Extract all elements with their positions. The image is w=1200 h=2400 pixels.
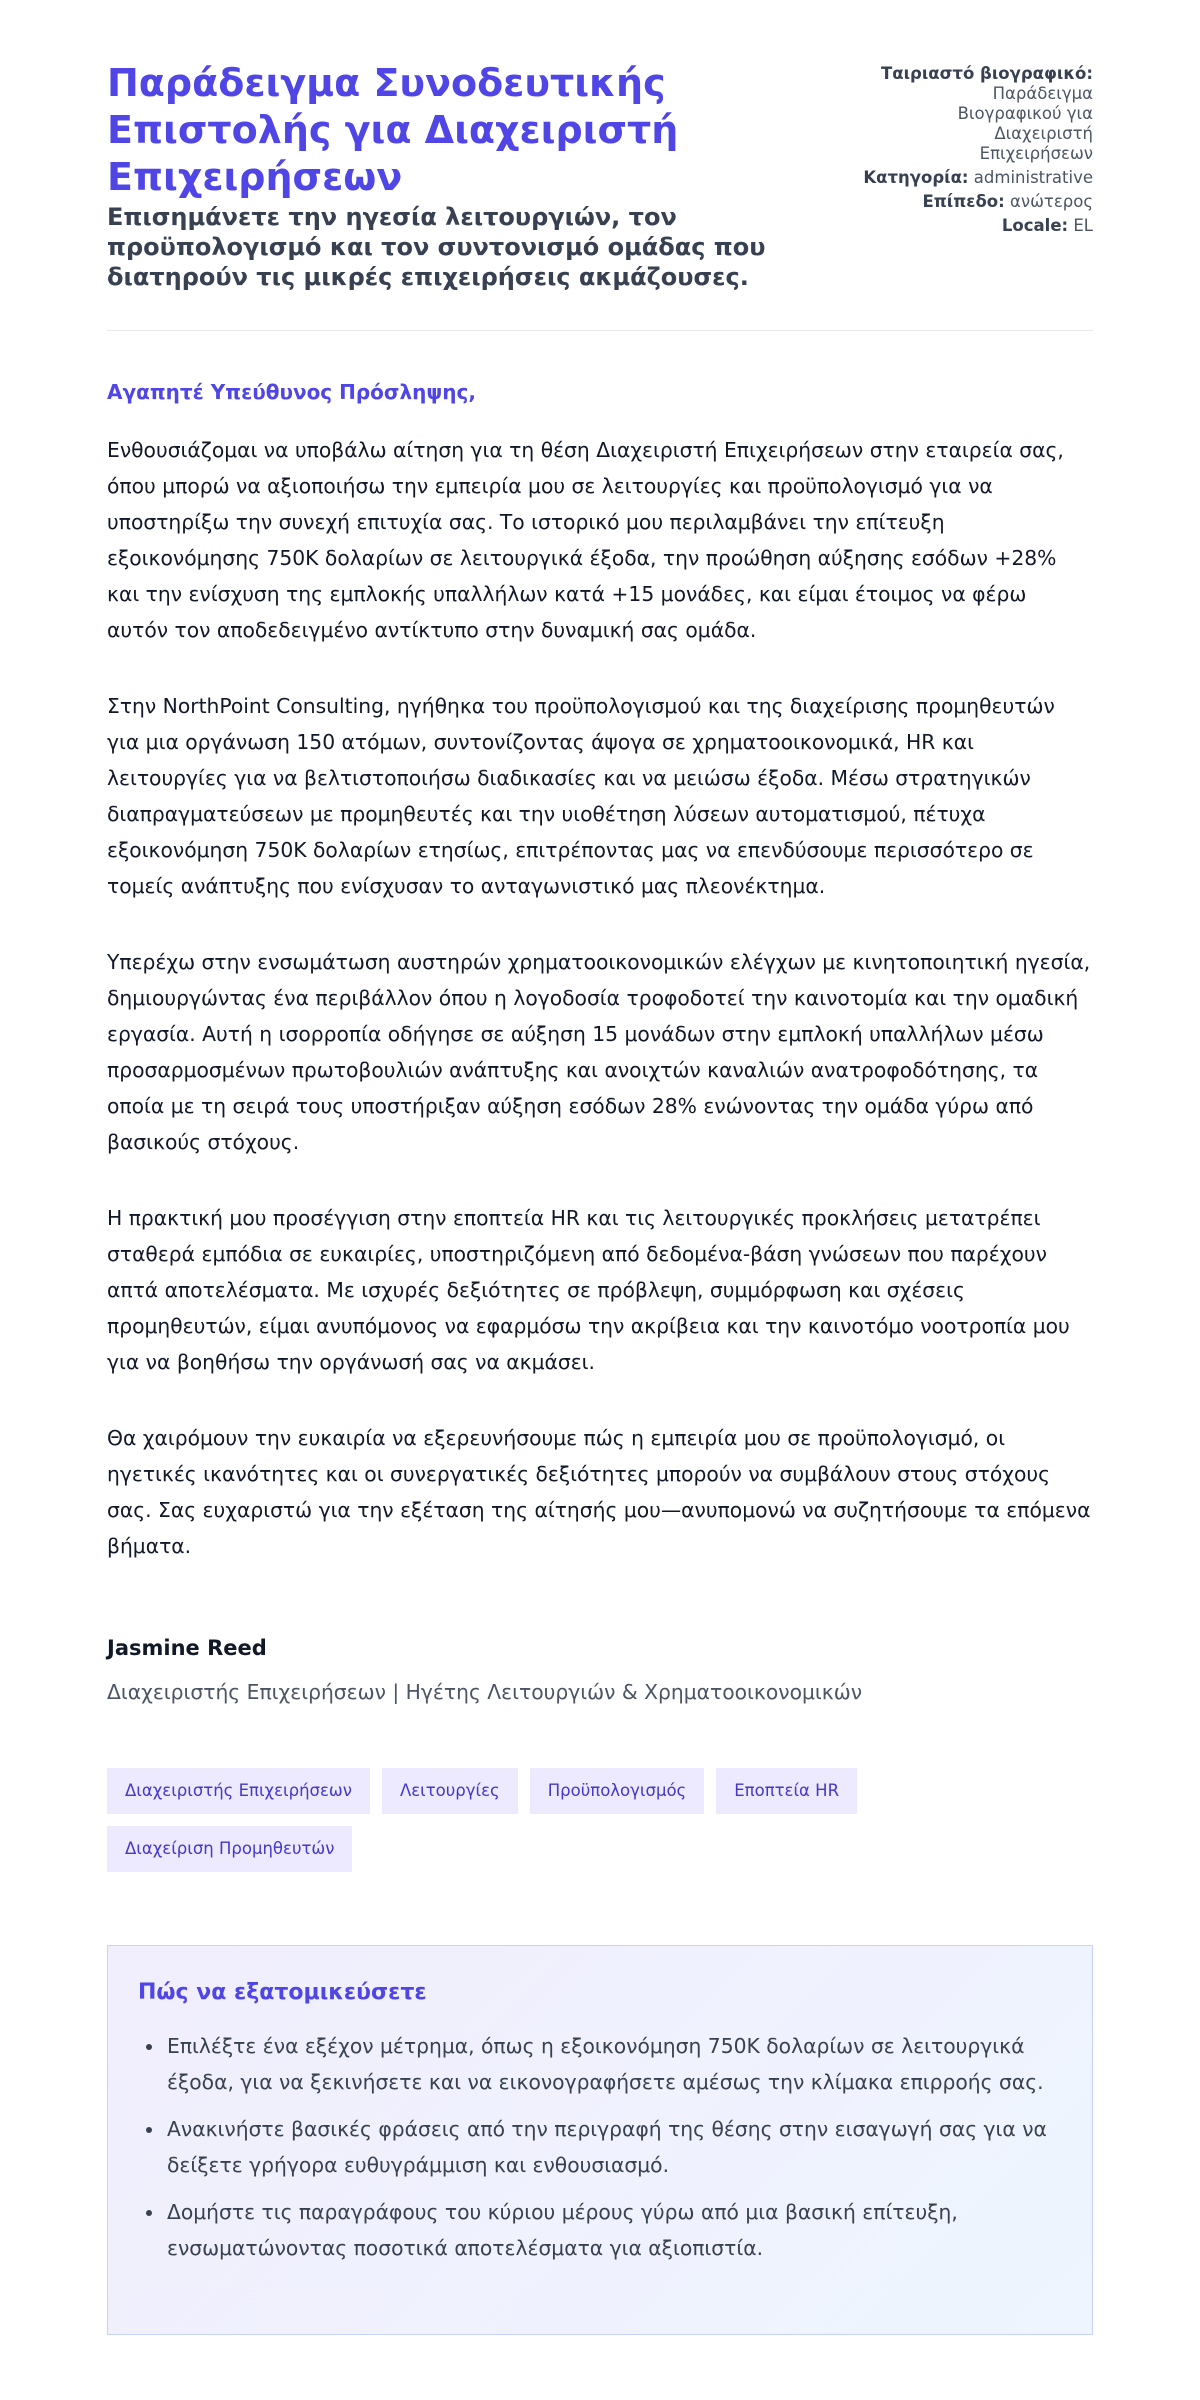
letter-body <box>107 432 1093 1604</box>
meta-level-label: Επίπεδο: <box>922 192 1005 211</box>
page-title: Παράδειγμα Συνοδευτικής Επιστολής για Διαχειριστή Επιχειρήσεων <box>107 61 679 199</box>
tip-item: • Επιλέξτε ένα εξέχον μέτρημα, όπως η εξοικονόμηση 750K δολαρίων σε λειτουργικά έξοδα, για να ξεκινήσετε και να εικονογραφήσετε αμέσως την κλίμακα επιρροής σας. <box>165 2028 1070 2100</box>
meta-category-value: administrative <box>973 168 1093 187</box>
tag-list <box>107 1768 867 1872</box>
meta-matching-resume <box>813 64 1093 164</box>
meta-locale <box>813 216 1093 236</box>
tag-vendor-management: Διαχείριση Προμηθευτών <box>107 1826 352 1872</box>
letter-paragraph: Η πρακτική μου προσέγγιση στην εποπτεία HR και τις λειτουργικές προκλήσεις μετατρέπει σταθερά εμπόδια σε ευκαιρίες, υποστηριζόμενη από δεδομένα-βάση γνώσεων που παρέχουν απτά αποτελέσματα. Με ισχυρές δεξιότητες σε πρόβλεψη, συμμόρφωση και σχέσεις προμηθευτών, είμαι ανυπόμονος να εφαρμόσω την ακρίβεια και την καινοτόμο νοοτροπία μου για να βοηθήσω την οργάνωσή σας να ακμάσει. <box>107 1206 1070 1374</box>
meta-panel <box>813 64 1093 240</box>
tag-business-manager: Διαχειριστής Επιχειρήσεων <box>107 1768 370 1814</box>
tag-budgeting: Προϋπολογισμός <box>530 1768 705 1814</box>
meta-resume-label: Ταιριαστό βιογραφικό: <box>880 64 1093 83</box>
letter-paragraph: Θα χαιρόμουν την ευκαιρία να εξερευνήσουμε πώς η εμπειρία μου σε προϋπολογισμό, οι ηγετικές ικανότητες και οι συνεργατικές δεξιότητες μπορούν να συμβάλουν στους στόχους σας. Σας ευχαριστώ για την εξέταση της αίτησής μου—ανυπομονώ να συζητήσουμε τα επόμενα βήματα. <box>107 1426 1091 1558</box>
tip-item: • Ανακινήστε βασικές φράσεις από την περιγραφή της θέσης στην εισαγωγή σας για να δείξετε γρήγορα ευθυγράμμιση και ενθουσιασμό. <box>165 2111 1070 2183</box>
meta-locale-value: EL <box>1073 216 1093 235</box>
tips-list <box>138 2028 1070 2277</box>
signature-name: Jasmine Reed <box>107 1636 267 1660</box>
tag-hr-oversight: Εποπτεία HR <box>716 1768 857 1814</box>
meta-locale-label: Locale: <box>1001 216 1069 235</box>
page-subtitle: Επισημάνετε την ηγεσία λειτουργιών, τον προϋπολογισμό και τον συντονισμό ομάδας που διατηρούν τις μικρές επιχειρήσεις ακμάζουσες. <box>107 203 766 291</box>
signature-title: Διαχειριστής Επιχειρήσεων | Ηγέτης Λειτουργιών & Χρηματοοικονομικών <box>107 1680 863 1704</box>
customization-tips-panel <box>107 1945 1093 2335</box>
tip-item: • Δομήστε τις παραγράφους του κύριου μέρους γύρω από μια βασική επίτευξη, ενσωματώνοντας ποσοτικά αποτελέσματα για αξιοπιστία. <box>165 2194 1070 2266</box>
meta-level-value: ανώτερος <box>1009 192 1093 211</box>
meta-category <box>813 168 1093 188</box>
meta-level <box>813 192 1093 212</box>
letter-paragraph: Υπερέχω στην ενσωμάτωση αυστηρών χρηματοοικονομικών ελέγχων με κινητοποιητική ηγεσία, δημιουργώντας ένα περιβάλλον όπου η λογοδοσία τροφοδοτεί την καινοτομία και την ομαδική εργασία. Αυτή η ισορροπία οδήγησε σε αύξηση 15 μονάδων στην εμπλοκή υπαλλήλων μέσω προσαρμοσμένων πρωτοβουλιών ανάπτυξης και ανοιχτών καναλιών ανατροφοδότησης, τα οποία με τη σειρά τους υποστήριξαν αύξηση εσόδων 28% ενώνοντας την ομάδα γύρω από βασικούς στόχους. <box>107 950 1091 1154</box>
tag-operations: Λειτουργίες <box>382 1768 518 1814</box>
page-header <box>107 60 1093 331</box>
meta-resume-value: Παράδειγμα Βιογραφικού για Διαχειριστή Επιχειρήσεων <box>957 84 1093 163</box>
letter-paragraph: Ενθουσιάζομαι να υποβάλω αίτηση για τη θέση Διαχειριστή Επιχειρήσεων στην εταιρεία σας, όπου μπορώ να αξιοποιήσω την εμπειρία μου σε λειτουργίες και προϋπολογισμό για να υποστηρίξω την συνεχή επιτυχία σας. Το ιστορικό μου περιλαμβάνει την επίτευξη εξοικονόμησης 750K δολαρίων σε λειτουργικά έξοδα, την προώθηση αύξησης εσόδων +28% και την ενίσχυση της εμπλοκής υπαλλήλων κατά +15 μονάδες, και είμαι έτοιμος να φέρω αυτόν τον αποδεδειγμένο αντίκτυπο στην δυναμική σας ομάδα. <box>107 438 1064 642</box>
letter-salutation: Αγαπητέ Υπεύθυνος Πρόσληψης, <box>107 380 476 404</box>
meta-category-label: Κατηγορία: <box>863 168 969 187</box>
tips-title: Πώς να εξατομικεύσετε <box>138 1980 427 2005</box>
letter-paragraph: Στην NorthPoint Consulting, ηγήθηκα του προϋπολογισμού και της διαχείρισης προμηθευτών για μια οργάνωση 150 ατόμων, συντονίζοντας άψογα σε χρηματοοικονομικά, HR και λειτουργίες για να βελτιστοποιήσω διαδικασίες και να μειώσω έξοδα. Μέσω στρατηγικών διαπραγματεύσεων με προμηθευτές και την υιοθέτηση λύσεων αυτοματισμού, πέτυχα εξοικονόμηση 750K δολαρίων ετησίως, επιτρέποντας μας να επενδύσουμε περισσότερο σε τομείς ανάπτυξης που ενίσχυσαν το ανταγωνιστικό μας πλεονέκτημα. <box>107 694 1055 898</box>
